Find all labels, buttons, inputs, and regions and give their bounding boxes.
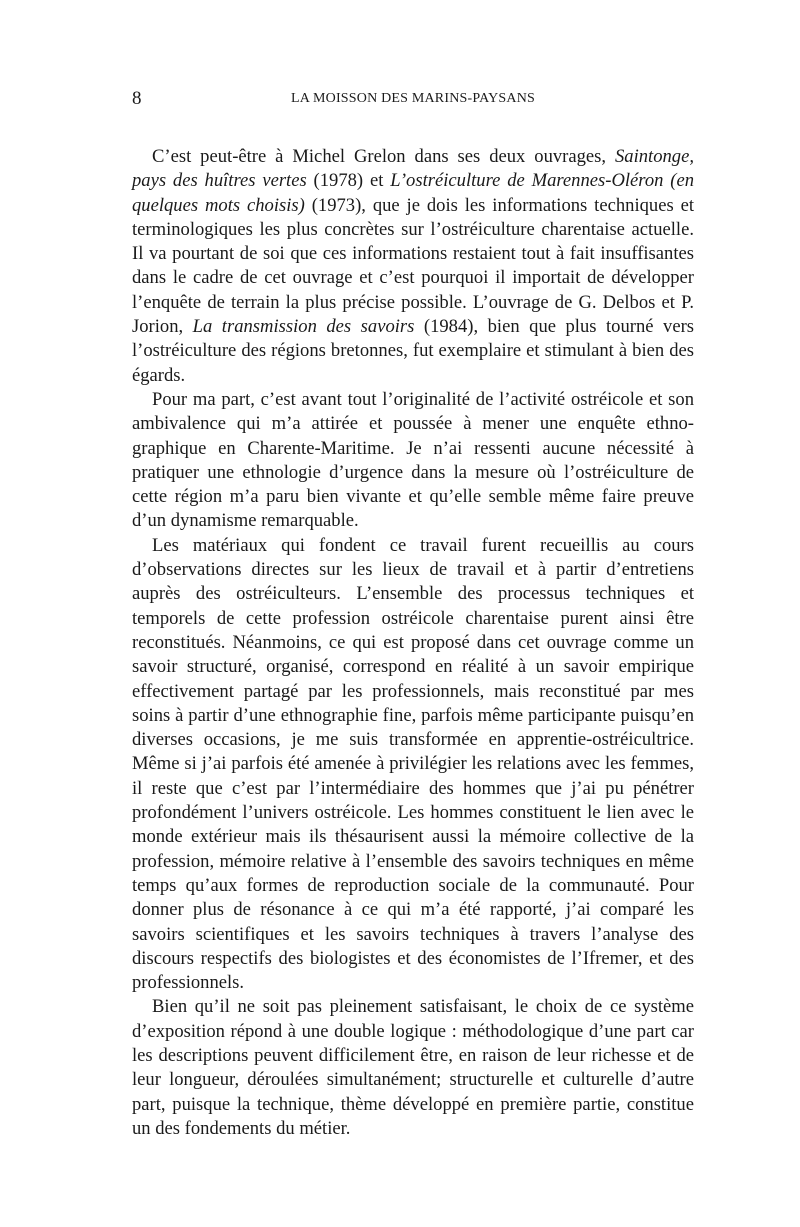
- paragraph-1-text-a: C’est peut-être à Michel Grelon dans ses deux ouvrages,: [152, 146, 615, 167]
- paragraph-1-text-b: (1978) et: [306, 170, 391, 192]
- running-head: LA MOISSON DES MARINS-PAYSANS: [291, 91, 535, 106]
- paragraph-4: Bien qu’il ne soit pas pleinement satisfaisant, le choix de ce système d’exposition répond à une double logique : méthodologique d’une part car les descriptions peuvent difficilement être, en raison de leur richesse et de leur longueur, déroulées simultanément; structurelle et culturelle d’autre part, puisque la technique, thème développé en première partie, constitue un des fondements du métier.: [132, 996, 694, 1139]
- paragraph-3: Les matériaux qui fondent ce travail furent recueillis au cours d’observations directes sur les lieux de travail et à partir d’entretiens auprès des ostréiculteurs. L’ensemble des processus techniques et temporels de cette profession ostréicole charentaise purent ainsi être reconstitués. Néanmoins, ce qui est proposé dans cet ouvrage comme un savoir structuré, organisé, correspond en réalité à un savoir empirique effectivement partagé par les professionnels, mais reconstitué par mes soins à partir d’une ethnographie fine, parfois même participante puisqu’en diverses occasions, je me suis transformée en apprentie-ostréicultrice. Même si j’ai parfois été amenée à privilégier les relations avec les femmes, il reste que c’est par l’intermédiaire des hommes que j’ai pu pénétrer profondément l’univers ostréicole. Les hommes constituent le lien avec le monde extérieur mais ils thésaurisent aussi la mémoire collective de la profession, mémoire relative à l’ensemble des savoirs techniques en même temps qu’aux formes de reproduction sociale de la communauté. Pour donner plus de résonance à ce qui m’a été rapporté, j’ai comparé les savoirs scientifiques et les savoirs techniques à travers l’analyse des discours respectifs des biologistes et des économistes de l’Ifremer, et des professionnels.: [132, 534, 694, 994]
- paragraph-1-text-c: (1973), que je dois les informations techniques et terminologiques les plus concrètes sur l’ostréiculture charentaise actuelle. Il va pourtant de soi que ces informations restaient tout à fait insuffisantes dans le cadre de cet ouvrage et c’est pourquoi il importait de développer l’enquête de terrain la plus précise possible. L’ouvrage de G. Delbos et P. Jorion,: [132, 194, 694, 338]
- page-header: [132, 88, 694, 112]
- page-number: 8: [132, 88, 142, 109]
- paragraph-2: Pour ma part, c’est avant tout l’originalité de l’activité ostréicole et son ambivalence qui m’a attirée et poussée à mener une enquête ethnographique en Charente-Maritime. Je n’ai ressenti aucune nécessité à pratiquer une ethnologie d’urgence dans la mesure où l’ostréiculture de cette région m’a paru bien vivante et qu’elle semble même faire preuve d’un dynamisme remarquable.: [132, 388, 694, 532]
- book-title-ostreiculture: L’ostréiculture de Marennes-Oléron (en quelques mots choisis): [132, 170, 694, 216]
- paragraph-1-text-d: (1984), bien que plus tourné vers l’ostréiculture des régions bretonnes, fut exemplaire et stimulant à bien des égards.: [132, 316, 694, 386]
- book-title-saintonge: Saintonge, pays des huîtres vertes: [132, 146, 694, 192]
- body-text: [132, 145, 694, 1141]
- book-title-transmission: La transmission des savoirs: [192, 316, 415, 338]
- paragraph-1: [132, 145, 694, 388]
